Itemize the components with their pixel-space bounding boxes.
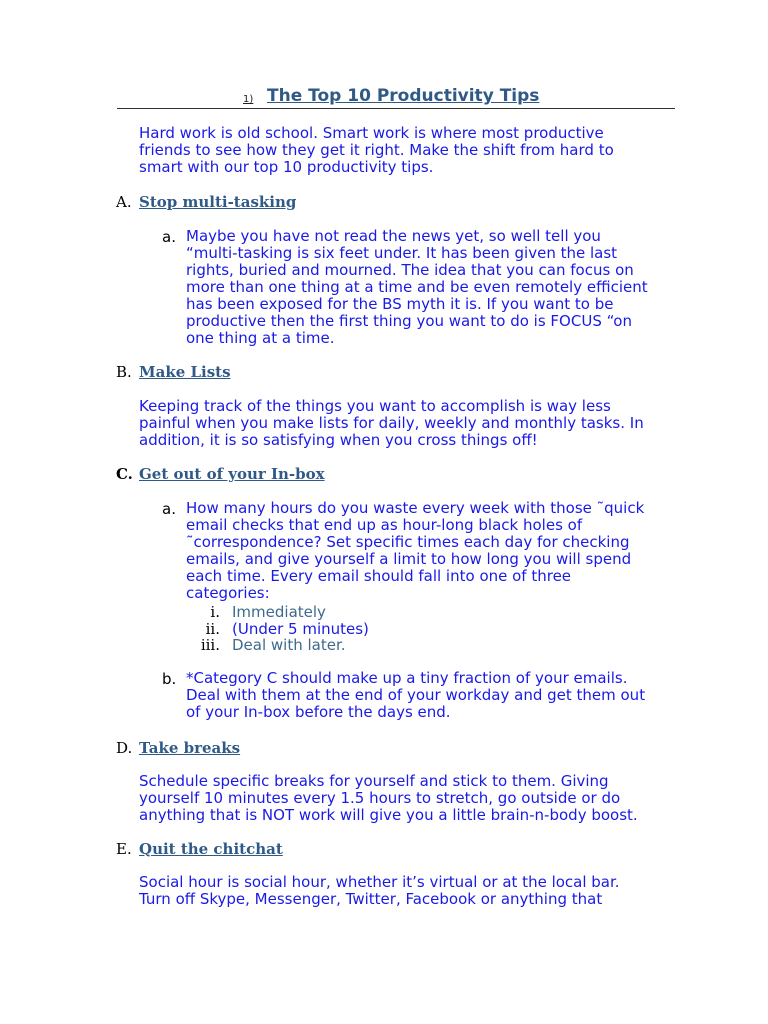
section-d-text (139, 773, 638, 824)
roman-numeral: i. (210, 603, 220, 621)
section-e-letter: E. (116, 840, 132, 858)
section-c-heading: Get out of your In-box (139, 465, 325, 483)
text-line: Keeping track of the things you want to accomplish is way less (139, 397, 611, 415)
text-line: emails, and give yourself a limit to how long you will spend (186, 550, 632, 568)
section-a-sub-letter: a. (162, 228, 176, 246)
text-line: one thing at a time. (186, 329, 335, 347)
roman-item-text: (Under 5 minutes) (232, 620, 369, 638)
text-line: yourself 10 minutes every 1.5 hours to stretch, go outside or do (139, 789, 621, 807)
text-line: email checks that end up as hour-long black holes of (186, 516, 583, 534)
text-line: Schedule specific breaks for yourself and stick to them. Giving (139, 772, 609, 790)
text-line: of your In-box before the days end. (186, 703, 451, 721)
title-number: 1) (243, 94, 254, 105)
text-line: Deal with them at the end of your workday and get them out (186, 686, 646, 704)
text-line: each time. Every email should fall into one of three (186, 567, 572, 585)
section-a-letter: A. (116, 193, 132, 211)
roman-item-text: Deal with later. (232, 636, 346, 654)
intro-paragraph (139, 125, 614, 176)
text-line: more than one thing at a time and be even remotely efficient (186, 278, 648, 296)
text-line: *Category C should make up a tiny fraction of your emails. (186, 669, 628, 687)
section-c-sub-a-text (186, 500, 644, 602)
text-line: anything that is NOT work will give you a little brain-n-body boost. (139, 806, 638, 824)
section-c-letter: C. (116, 465, 133, 483)
section-e-heading: Quit the chitchat (139, 840, 283, 858)
text-line: Maybe you have not read the news yet, so well tell you (186, 227, 601, 245)
page-title: The Top 10 Productivity Tips (267, 86, 540, 106)
text-line: addition, it is so satisfying when you cross things off! (139, 431, 538, 449)
text-line: ˜correspondence? Set specific times each day for checking (186, 533, 630, 551)
text-line: How many hours do you waste every week with those ˜quick (186, 499, 645, 517)
text-line: has been exposed for the BS myth it is. If you want to be (186, 295, 614, 313)
intro-line: friends to see how they get it right. Make the shift from hard to (139, 141, 614, 159)
section-a-heading: Stop multi-tasking (139, 193, 297, 211)
text-line: painful when you make lists for daily, weekly and monthly tasks. In (139, 414, 644, 432)
section-d-letter: D. (116, 739, 133, 757)
section-b-letter: B. (116, 363, 132, 381)
section-c-sub-b-text (186, 670, 645, 721)
text-line: rights, buried and mourned. The idea that you can focus on (186, 261, 634, 279)
text-line: Turn off Skype, Messenger, Twitter, Facebook or anything that (139, 890, 603, 908)
text-line: Social hour is social hour, whether it’s virtual or at the local bar. (139, 873, 620, 891)
section-b-heading: Make Lists (139, 363, 231, 381)
section-c-sub-a-letter: a. (162, 500, 176, 518)
title-block (117, 86, 675, 109)
section-b-text (139, 398, 644, 449)
text-line: productive then the first thing you want to do is FOCUS “on (186, 312, 632, 330)
text-line: categories: (186, 584, 270, 602)
intro-line: smart with our top 10 productivity tips. (139, 158, 434, 176)
section-c-sub-b-letter: b. (162, 670, 177, 688)
roman-numeral: ii. (205, 620, 220, 638)
intro-line: Hard work is old school. Smart work is where most productive (139, 124, 604, 142)
roman-numeral: iii. (200, 636, 220, 654)
text-line: “multi-tasking is six feet under. It has been given the last (186, 244, 618, 262)
section-d-heading: Take breaks (139, 739, 241, 757)
roman-item-text: Immediately (232, 603, 326, 621)
section-e-text (139, 874, 620, 908)
section-a-text (186, 228, 648, 347)
